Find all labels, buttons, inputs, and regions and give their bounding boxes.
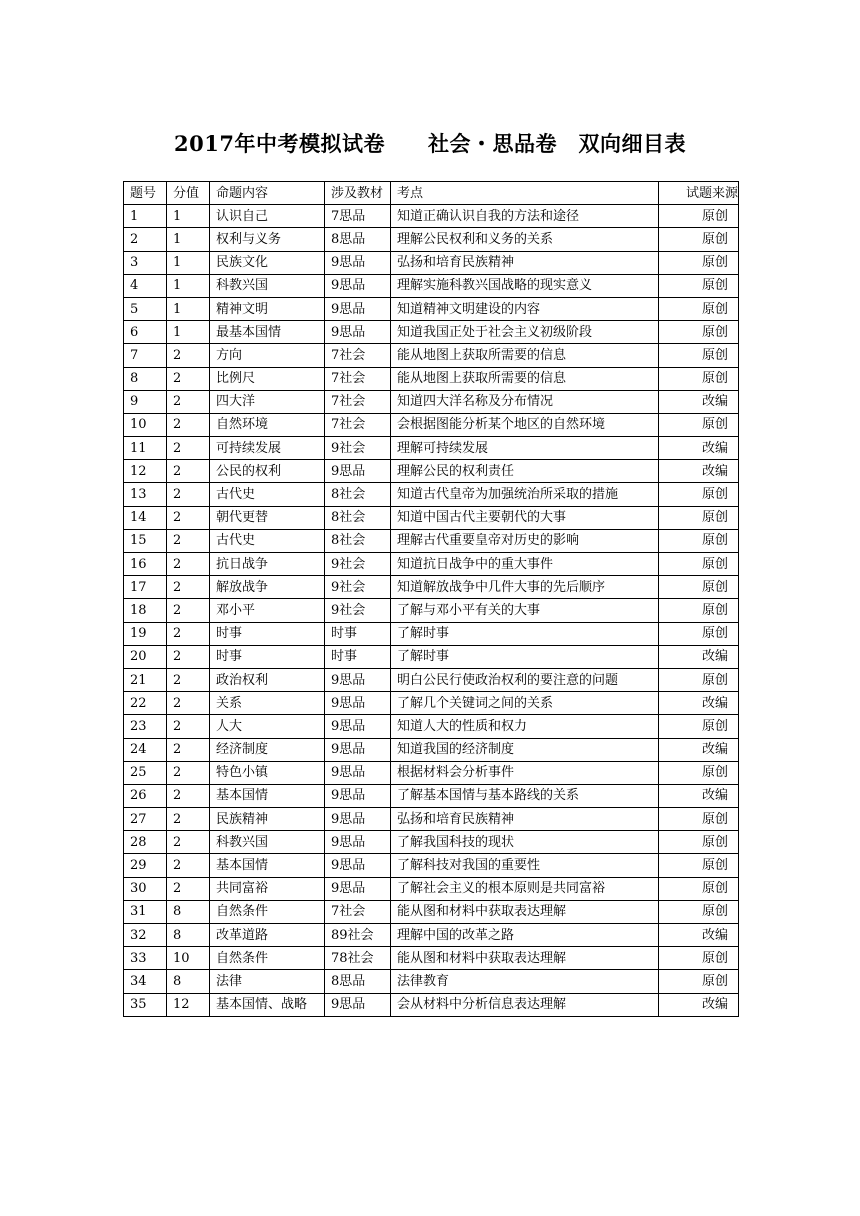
cell-question-number: 18: [124, 599, 167, 622]
cell-knowledge-point: 会从材料中分析信息表达理解: [391, 993, 659, 1016]
cell-knowledge-point: 知道抗日战争中的重大事件: [391, 553, 659, 576]
cell-source: 改编: [659, 692, 739, 715]
cell-content: 四大洋: [210, 390, 325, 413]
cell-source: 原创: [659, 831, 739, 854]
cell-score: 2: [167, 529, 210, 552]
table-row: [124, 854, 739, 877]
cell-question-number: 23: [124, 715, 167, 738]
cell-score: 2: [167, 506, 210, 529]
cell-content: 人大: [210, 715, 325, 738]
cell-content: 基本国情、战略: [210, 993, 325, 1016]
header-score: 分值: [167, 182, 210, 205]
cell-textbook: 9思品: [325, 784, 391, 807]
cell-source: 原创: [659, 808, 739, 831]
table-row: [124, 808, 739, 831]
table-row: [124, 460, 739, 483]
cell-score: 2: [167, 854, 210, 877]
cell-content: 可持续发展: [210, 437, 325, 460]
header-source: 试题来源: [659, 182, 739, 205]
cell-textbook: 7思品: [325, 205, 391, 228]
cell-source: 原创: [659, 413, 739, 436]
cell-score: 8: [167, 924, 210, 947]
cell-content: 科教兴国: [210, 274, 325, 297]
cell-question-number: 11: [124, 437, 167, 460]
cell-knowledge-point: 了解时事: [391, 622, 659, 645]
cell-textbook: 8社会: [325, 506, 391, 529]
cell-knowledge-point: 理解公民的权利责任: [391, 460, 659, 483]
cell-textbook: 9思品: [325, 854, 391, 877]
cell-knowledge-point: 理解实施科教兴国战略的现实意义: [391, 274, 659, 297]
cell-content: 解放战争: [210, 576, 325, 599]
cell-content: 最基本国情: [210, 321, 325, 344]
cell-question-number: 20: [124, 645, 167, 668]
cell-textbook: 9思品: [325, 993, 391, 1016]
cell-score: 8: [167, 970, 210, 993]
table-row: [124, 506, 739, 529]
cell-question-number: 19: [124, 622, 167, 645]
table-row: [124, 413, 739, 436]
table-row: [124, 599, 739, 622]
cell-source: 原创: [659, 205, 739, 228]
cell-source: 原创: [659, 900, 739, 923]
cell-knowledge-point: 了解基本国情与基本路线的关系: [391, 784, 659, 807]
table-row: [124, 877, 739, 900]
cell-knowledge-point: 知道中国古代主要朝代的大事: [391, 506, 659, 529]
table-row: [124, 970, 739, 993]
cell-textbook: 9社会: [325, 576, 391, 599]
table-row: [124, 228, 739, 251]
cell-knowledge-point: 了解与邓小平有关的大事: [391, 599, 659, 622]
cell-content: 古代史: [210, 529, 325, 552]
cell-source: 原创: [659, 877, 739, 900]
cell-knowledge-point: 明白公民行使政治权利的要注意的问题: [391, 668, 659, 691]
cell-score: 2: [167, 367, 210, 390]
cell-source: 原创: [659, 228, 739, 251]
cell-source: 原创: [659, 761, 739, 784]
cell-textbook: 78社会: [325, 947, 391, 970]
cell-question-number: 31: [124, 900, 167, 923]
cell-score: 1: [167, 228, 210, 251]
cell-textbook: 时事: [325, 645, 391, 668]
cell-score: 2: [167, 784, 210, 807]
cell-score: 2: [167, 738, 210, 761]
cell-score: 10: [167, 947, 210, 970]
cell-source: 改编: [659, 993, 739, 1016]
header-knowledge-point: 考点: [391, 182, 659, 205]
cell-textbook: 9思品: [325, 668, 391, 691]
cell-content: 精神文明: [210, 297, 325, 320]
cell-knowledge-point: 能从图和材料中获取表达理解: [391, 947, 659, 970]
cell-content: 时事: [210, 645, 325, 668]
cell-source: 原创: [659, 529, 739, 552]
cell-content: 基本国情: [210, 784, 325, 807]
cell-question-number: 1: [124, 205, 167, 228]
cell-textbook: 9思品: [325, 761, 391, 784]
cell-textbook: 9思品: [325, 692, 391, 715]
cell-score: 2: [167, 460, 210, 483]
cell-score: 2: [167, 576, 210, 599]
cell-knowledge-point: 能从地图上获取所需要的信息: [391, 367, 659, 390]
table-row: [124, 645, 739, 668]
cell-source: 原创: [659, 970, 739, 993]
cell-score: 1: [167, 251, 210, 274]
cell-source: 原创: [659, 483, 739, 506]
cell-question-number: 24: [124, 738, 167, 761]
cell-knowledge-point: 知道人大的性质和权力: [391, 715, 659, 738]
cell-score: 2: [167, 622, 210, 645]
cell-content: 朝代更替: [210, 506, 325, 529]
page-title: 2017年中考模拟试卷 社会・思品卷 双向细目表: [174, 131, 686, 156]
cell-question-number: 21: [124, 668, 167, 691]
cell-textbook: 7社会: [325, 344, 391, 367]
cell-question-number: 29: [124, 854, 167, 877]
cell-textbook: 9思品: [325, 274, 391, 297]
table-row: [124, 692, 739, 715]
cell-knowledge-point: 了解几个关键词之间的关系: [391, 692, 659, 715]
cell-source: 原创: [659, 599, 739, 622]
cell-textbook: 9思品: [325, 877, 391, 900]
cell-score: 2: [167, 808, 210, 831]
cell-knowledge-point: 知道正确认识自我的方法和途径: [391, 205, 659, 228]
cell-source: 原创: [659, 367, 739, 390]
cell-question-number: 6: [124, 321, 167, 344]
cell-textbook: 8社会: [325, 483, 391, 506]
cell-score: 2: [167, 483, 210, 506]
cell-content: 经济制度: [210, 738, 325, 761]
cell-question-number: 16: [124, 553, 167, 576]
cell-question-number: 34: [124, 970, 167, 993]
cell-textbook: 7社会: [325, 900, 391, 923]
table-row: [124, 437, 739, 460]
table-row: [124, 576, 739, 599]
cell-content: 认识自己: [210, 205, 325, 228]
table-row: [124, 205, 739, 228]
cell-content: 关系: [210, 692, 325, 715]
cell-score: 2: [167, 831, 210, 854]
cell-textbook: 9社会: [325, 599, 391, 622]
cell-content: 自然条件: [210, 947, 325, 970]
cell-content: 古代史: [210, 483, 325, 506]
cell-question-number: 32: [124, 924, 167, 947]
header-question-number: 题号: [124, 182, 167, 205]
cell-source: 原创: [659, 854, 739, 877]
cell-score: 2: [167, 553, 210, 576]
table-row: [124, 367, 739, 390]
cell-textbook: 8社会: [325, 529, 391, 552]
cell-knowledge-point: 法律教育: [391, 970, 659, 993]
table-row: [124, 947, 739, 970]
cell-question-number: 9: [124, 390, 167, 413]
cell-source: 原创: [659, 668, 739, 691]
cell-textbook: 9思品: [325, 808, 391, 831]
table-row: [124, 924, 739, 947]
cell-content: 公民的权利: [210, 460, 325, 483]
cell-source: 改编: [659, 784, 739, 807]
cell-source: 原创: [659, 715, 739, 738]
table-row: [124, 761, 739, 784]
cell-textbook: 9思品: [325, 321, 391, 344]
table-row: [124, 529, 739, 552]
cell-knowledge-point: 弘扬和培育民族精神: [391, 808, 659, 831]
cell-content: 改革道路: [210, 924, 325, 947]
cell-knowledge-point: 知道精神文明建设的内容: [391, 297, 659, 320]
cell-content: 邓小平: [210, 599, 325, 622]
cell-knowledge-point: 根据材料会分析事件: [391, 761, 659, 784]
cell-question-number: 4: [124, 274, 167, 297]
cell-content: 政治权利: [210, 668, 325, 691]
cell-knowledge-point: 了解时事: [391, 645, 659, 668]
cell-question-number: 30: [124, 877, 167, 900]
cell-source: 原创: [659, 622, 739, 645]
cell-score: 2: [167, 668, 210, 691]
cell-content: 权利与义务: [210, 228, 325, 251]
cell-knowledge-point: 弘扬和培育民族精神: [391, 251, 659, 274]
cell-textbook: 时事: [325, 622, 391, 645]
cell-question-number: 14: [124, 506, 167, 529]
table-row: [124, 993, 739, 1016]
cell-content: 基本国情: [210, 854, 325, 877]
specification-table: [123, 181, 739, 1017]
cell-content: 比例尺: [210, 367, 325, 390]
cell-score: 2: [167, 761, 210, 784]
cell-source: 原创: [659, 251, 739, 274]
cell-score: 1: [167, 205, 210, 228]
cell-question-number: 5: [124, 297, 167, 320]
cell-source: 改编: [659, 437, 739, 460]
table-row: [124, 321, 739, 344]
cell-content: 时事: [210, 622, 325, 645]
cell-question-number: 25: [124, 761, 167, 784]
cell-question-number: 33: [124, 947, 167, 970]
cell-score: 2: [167, 692, 210, 715]
cell-question-number: 22: [124, 692, 167, 715]
cell-source: 改编: [659, 460, 739, 483]
cell-knowledge-point: 知道我国正处于社会主义初级阶段: [391, 321, 659, 344]
cell-content: 特色小镇: [210, 761, 325, 784]
cell-content: 自然环境: [210, 413, 325, 436]
cell-knowledge-point: 知道解放战争中几件大事的先后顺序: [391, 576, 659, 599]
cell-knowledge-point: 了解科技对我国的重要性: [391, 854, 659, 877]
table-row: [124, 344, 739, 367]
cell-knowledge-point: 了解社会主义的根本原则是共同富裕: [391, 877, 659, 900]
cell-knowledge-point: 知道古代皇帝为加强统治所采取的措施: [391, 483, 659, 506]
cell-knowledge-point: 理解中国的改革之路: [391, 924, 659, 947]
cell-knowledge-point: 知道四大洋名称及分布情况: [391, 390, 659, 413]
cell-knowledge-point: 会根据图能分析某个地区的自然环境: [391, 413, 659, 436]
cell-textbook: 89社会: [325, 924, 391, 947]
table-row: [124, 715, 739, 738]
table-row: [124, 831, 739, 854]
cell-question-number: 13: [124, 483, 167, 506]
cell-content: 民族精神: [210, 808, 325, 831]
table-header-row: [124, 182, 739, 205]
table-row: [124, 622, 739, 645]
cell-question-number: 35: [124, 993, 167, 1016]
header-content: 命题内容: [210, 182, 325, 205]
table-row: [124, 900, 739, 923]
cell-content: 自然条件: [210, 900, 325, 923]
cell-textbook: 9社会: [325, 437, 391, 460]
cell-content: 科教兴国: [210, 831, 325, 854]
cell-knowledge-point: 理解公民权利和义务的关系: [391, 228, 659, 251]
cell-source: 原创: [659, 947, 739, 970]
cell-question-number: 26: [124, 784, 167, 807]
table-row: [124, 274, 739, 297]
cell-score: 2: [167, 437, 210, 460]
cell-textbook: 8思品: [325, 970, 391, 993]
cell-content: 共同富裕: [210, 877, 325, 900]
table-row: [124, 784, 739, 807]
cell-score: 12: [167, 993, 210, 1016]
cell-knowledge-point: 了解我国科技的现状: [391, 831, 659, 854]
cell-content: 方向: [210, 344, 325, 367]
cell-question-number: 8: [124, 367, 167, 390]
table-row: [124, 297, 739, 320]
cell-content: 法律: [210, 970, 325, 993]
cell-score: 2: [167, 599, 210, 622]
cell-score: 2: [167, 645, 210, 668]
cell-question-number: 28: [124, 831, 167, 854]
cell-textbook: 9思品: [325, 715, 391, 738]
table-row: [124, 668, 739, 691]
cell-source: 改编: [659, 645, 739, 668]
cell-question-number: 27: [124, 808, 167, 831]
cell-content: 民族文化: [210, 251, 325, 274]
cell-question-number: 15: [124, 529, 167, 552]
cell-source: 改编: [659, 390, 739, 413]
cell-score: 2: [167, 390, 210, 413]
cell-score: 1: [167, 297, 210, 320]
table-row: [124, 483, 739, 506]
cell-score: 1: [167, 274, 210, 297]
cell-textbook: 7社会: [325, 413, 391, 436]
cell-textbook: 7社会: [325, 367, 391, 390]
cell-content: 抗日战争: [210, 553, 325, 576]
cell-source: 改编: [659, 924, 739, 947]
cell-textbook: 9思品: [325, 460, 391, 483]
cell-score: 2: [167, 344, 210, 367]
cell-score: 2: [167, 715, 210, 738]
table-row: [124, 738, 739, 761]
table-row: [124, 553, 739, 576]
cell-source: 原创: [659, 321, 739, 344]
cell-source: 原创: [659, 576, 739, 599]
cell-textbook: 9思品: [325, 738, 391, 761]
cell-question-number: 2: [124, 228, 167, 251]
cell-textbook: 9思品: [325, 297, 391, 320]
cell-score: 1: [167, 321, 210, 344]
cell-knowledge-point: 能从图和材料中获取表达理解: [391, 900, 659, 923]
table-row: [124, 251, 739, 274]
cell-score: 8: [167, 900, 210, 923]
cell-textbook: 9思品: [325, 251, 391, 274]
cell-source: 原创: [659, 553, 739, 576]
cell-score: 2: [167, 413, 210, 436]
cell-source: 原创: [659, 297, 739, 320]
cell-textbook: 9社会: [325, 553, 391, 576]
cell-question-number: 3: [124, 251, 167, 274]
cell-knowledge-point: 理解古代重要皇帝对历史的影响: [391, 529, 659, 552]
cell-question-number: 7: [124, 344, 167, 367]
cell-textbook: 7社会: [325, 390, 391, 413]
cell-knowledge-point: 理解可持续发展: [391, 437, 659, 460]
table-row: [124, 390, 739, 413]
header-textbook: 涉及教材: [325, 182, 391, 205]
cell-source: 原创: [659, 274, 739, 297]
cell-question-number: 10: [124, 413, 167, 436]
cell-source: 原创: [659, 506, 739, 529]
cell-knowledge-point: 知道我国的经济制度: [391, 738, 659, 761]
cell-source: 原创: [659, 344, 739, 367]
cell-question-number: 12: [124, 460, 167, 483]
cell-knowledge-point: 能从地图上获取所需要的信息: [391, 344, 659, 367]
table-body: [124, 205, 739, 1017]
cell-source: 改编: [659, 738, 739, 761]
cell-question-number: 17: [124, 576, 167, 599]
cell-textbook: 8思品: [325, 228, 391, 251]
cell-score: 2: [167, 877, 210, 900]
cell-textbook: 9思品: [325, 831, 391, 854]
